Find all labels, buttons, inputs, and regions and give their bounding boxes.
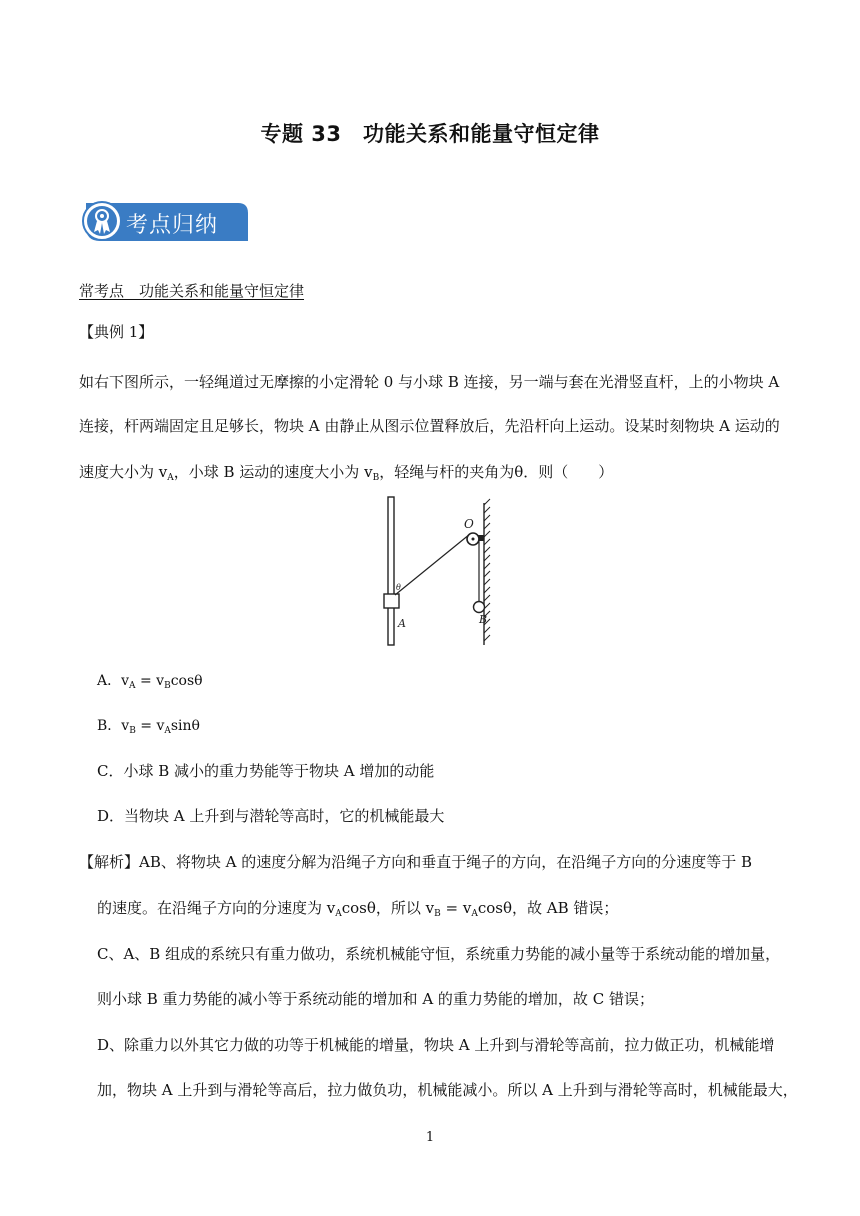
label-a: A bbox=[398, 617, 406, 630]
block-a bbox=[384, 594, 399, 608]
analysis-line-1: 【解析】AB、将物块 A 的速度分解为沿绳子方向和垂直于绳子的方向，在沿绳子方向的分速度等于 B bbox=[79, 853, 753, 871]
problem-line-2: 连接，杆两端固定且足够长，物块 A 由静止从图示位置释放后，先沿杆向上运动。设某时刻物块 A 运动的 bbox=[79, 417, 780, 435]
analysis-line-4: 则小球 B 重力势能的减小等于系统动能的增加和 A 的重力势能的增加，故 C 错误； bbox=[97, 990, 654, 1008]
analysis-line-6: 加，物块 A 上升到与滑轮等高后，拉力做负功，机械能减小。所以 A 上升到与滑轮等高时，机械能最大， bbox=[97, 1081, 798, 1099]
analysis-line-3: C、A、B 组成的系统只有重力做功，系统机械能守恒，系统重力势能的减小量等于系统动能的增加量， bbox=[97, 945, 781, 963]
label-b: B bbox=[479, 613, 488, 626]
badge-label: 考点归纳 bbox=[126, 213, 219, 238]
problem-line-3: 速度大小为 $v_A$，小球 B 运动的速度大小为 $v_B$，轻绳与杆的夹角为θ．则（ ） bbox=[79, 463, 614, 483]
page-number: 1 bbox=[425, 1130, 435, 1145]
option-d: D．当物块 A 上升到与潜轮等高时，它的机械能最大 bbox=[97, 807, 445, 825]
physics-figure bbox=[376, 495, 496, 647]
example-label: 【典例 1】 bbox=[79, 323, 154, 341]
option-c: C．小球 B 减小的重力势能等于物块 A 增加的动能 bbox=[97, 762, 435, 780]
analysis-line-2: 的速度。在沿绳子方向的分速度为 $v_A\cos\theta$，所以 $v_B = v_A\cos\theta$，故 AB 错误； bbox=[97, 899, 619, 919]
vertical-rod bbox=[388, 497, 394, 645]
analysis-line-5: D、除重力以外其它力做的功等于机械能的增量，物块 A 上升到与滑轮等高前，拉力做正功，机械能增 bbox=[97, 1036, 775, 1054]
label-theta: θ bbox=[396, 583, 401, 592]
problem-line-1: 如右下图所示，一轻绳道过无摩擦的小定滑轮 0 与小球 B 连接，另一端与套在光滑竖直杆，上的小物块 A bbox=[79, 373, 780, 391]
option-a: A．$v_A = v_B\cos\theta$ bbox=[97, 673, 203, 691]
rope bbox=[395, 534, 470, 595]
ball-b bbox=[474, 602, 485, 613]
page-title: 专题 33 功能关系和能量守恒定律 bbox=[260, 122, 600, 146]
option-b: B．$v_B = v_A\sin\theta$ bbox=[97, 718, 200, 736]
section-heading: 常考点 功能关系和能量守恒定律 bbox=[79, 282, 305, 300]
label-o: O bbox=[464, 517, 474, 531]
section-badge bbox=[80, 201, 250, 243]
